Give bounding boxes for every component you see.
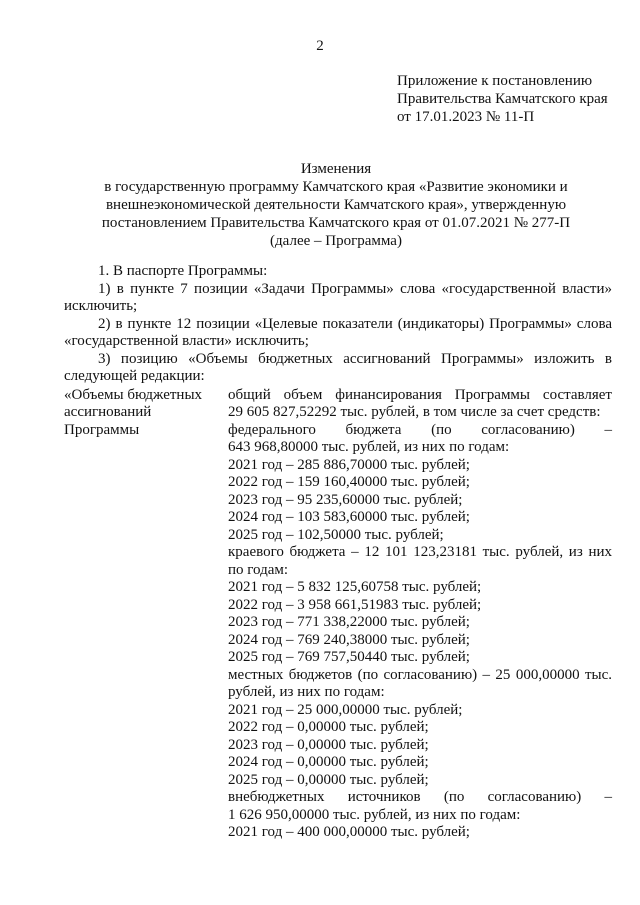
table-line: 2023 год – 771 338,22000 тыс. рублей; (228, 614, 470, 630)
table-line: 2024 год – 0,00000 тыс. рублей; (228, 754, 429, 770)
table-line: 2022 год – 0,00000 тыс. рублей; (228, 719, 429, 735)
page-number: 2 (316, 38, 324, 54)
table-line: 2024 год – 769 240,38000 тыс. рублей; (228, 631, 470, 648)
table-line: 2023 год – 95 235,60000 тыс. рублей; (228, 491, 463, 508)
document-title (64, 160, 608, 250)
table-line: 2025 год – 769 757,50440 тыс. рублей; (228, 649, 470, 665)
table-line: 643 968,80000 тыс. рублей, из них по годам: (228, 439, 510, 455)
table-line: рублей, из них по годам: (228, 684, 385, 700)
table-line: 2021 год – 400 000,00000 тыс. рублей; (228, 824, 470, 840)
table-line: 2021 год – 285 886,70000 тыс. рублей; (228, 456, 470, 473)
title-line: в государственную программу Камчатского края «Развитие экономики и (104, 179, 568, 195)
appendix-line: Приложение к постановлению (397, 73, 593, 89)
table-line: 2021 год – 5 832 125,60758 тыс. рублей; (228, 579, 482, 595)
table-line: федерального бюджета (по согласованию) – (228, 421, 612, 438)
title-line: внешнеэкономической деятельности Камчатского края», утвержденную (105, 197, 567, 213)
table-line: 2023 год – 0,00000 тыс. рублей; (228, 736, 429, 753)
table-line: 2025 год – 102,50000 тыс. рублей; (228, 526, 444, 543)
table-line: 29 605 827,52292 тыс. рублей, в том числе за счет средств: (228, 404, 601, 420)
table-line: общий объем финансирования Программы составляет (228, 386, 612, 403)
budget-table-values (228, 387, 612, 842)
table-line: 2022 год – 159 160,40000 тыс. рублей; (228, 474, 470, 490)
budget-table-label: «Объемы бюджетных ассигнований Программы (64, 386, 203, 438)
appendix-line: от 17.01.2023 № 11-П (397, 109, 535, 125)
table-line: 2025 год – 0,00000 тыс. рублей; (228, 771, 429, 788)
table-line: 2021 год – 25 000,00000 тыс. рублей; (228, 701, 463, 718)
table-line: по годам: (228, 561, 289, 578)
table-line: краевого бюджета – 12 101 123,23181 тыс. рублей, из них (228, 544, 612, 560)
appendix-line: Правительства Камчатского края (397, 91, 608, 107)
budget-table (64, 387, 612, 842)
table-line: местных бюджетов (по согласованию) – 25 000,00000 тыс. (228, 666, 612, 683)
paragraph-2: 1) в пункте 7 позиции «Задачи Программы» слова «государственной власти» исключить; (64, 280, 612, 314)
table-line: внебюджетных источников (по согласованию) – (228, 789, 612, 805)
title-line: Изменения (300, 161, 372, 177)
table-line: 2022 год – 3 958 661,51983 тыс. рублей; (228, 596, 482, 613)
paragraph-3: 2) в пункте 12 позиции «Целевые показатели (индикаторы) Программы» слова «государственной власти» исключить; (64, 315, 612, 349)
table-line: 1 626 950,00000 тыс. рублей, из них по годам: (228, 806, 521, 823)
title-line: (далее – Программа) (270, 233, 402, 249)
table-line: 2024 год – 103 583,60000 тыс. рублей; (228, 509, 470, 525)
document-body (64, 263, 612, 842)
paragraph-4: 3) позицию «Объемы бюджетных ассигнований Программы» изложить в следующей редакции: (64, 350, 612, 384)
paragraph-1: 1. В паспорте Программы: (98, 263, 268, 279)
appendix-header (397, 72, 608, 126)
title-line: постановлением Правительства Камчатского края от 01.07.2021 № 277-П (101, 215, 571, 231)
